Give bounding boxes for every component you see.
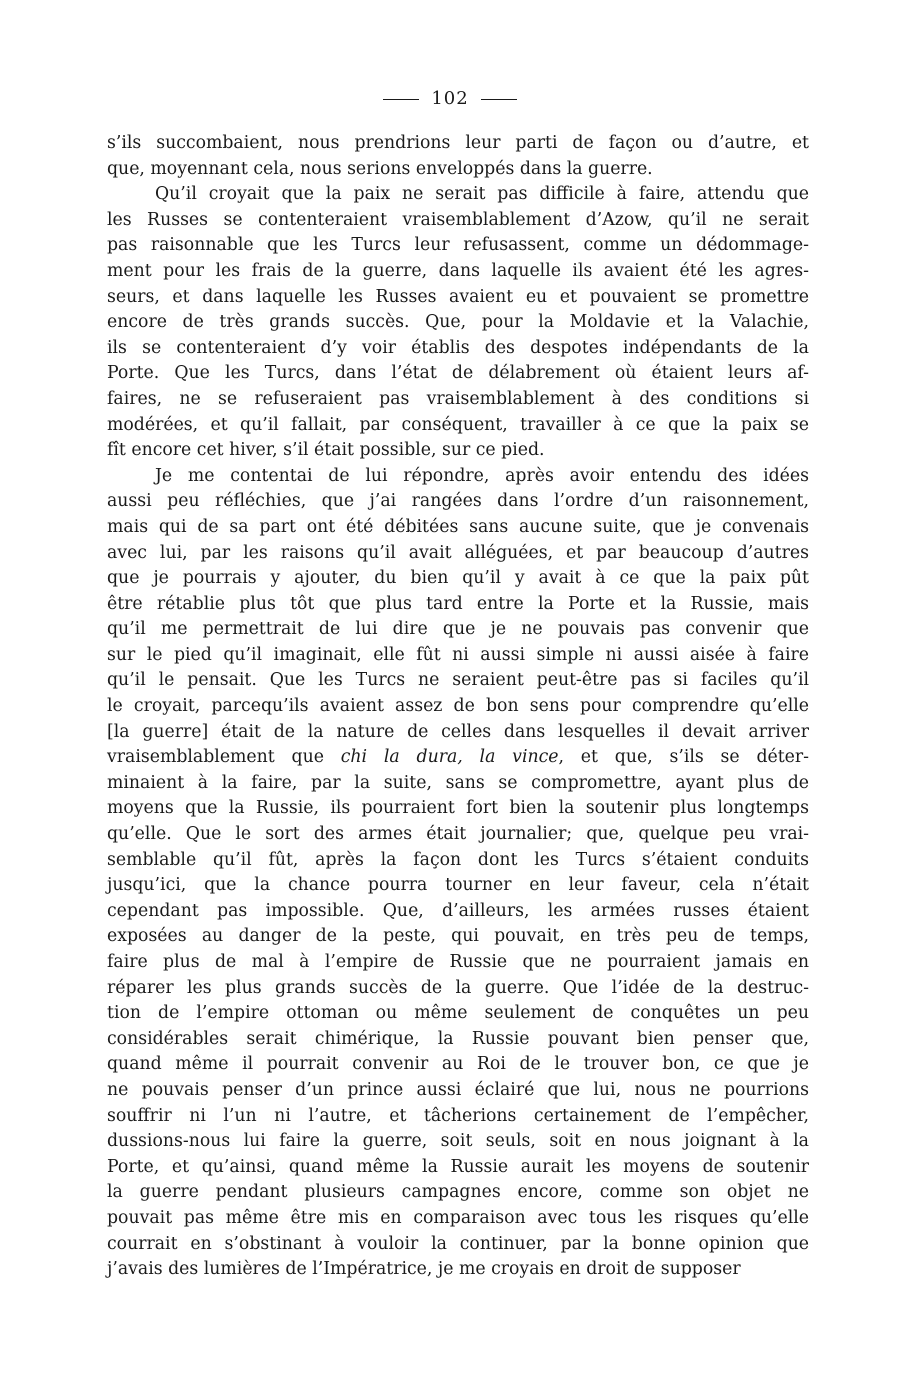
text-line: jusqu’ici, que la chance pourra tourner en leur faveur, cela n’était bbox=[107, 875, 809, 896]
text-line: cependant pas impossible. Que, d’ailleurs, les armées russes étaient bbox=[107, 900, 809, 921]
text-line: faire plus de mal à l’empire de Russie que ne pourraient jamais en bbox=[107, 952, 809, 972]
text-line: le croyait, parcequ’ils avaient assez de bon sens pour comprendre qu’elle bbox=[107, 696, 809, 717]
text-line: dussions-nous lui faire la guerre, soit seuls, soit en nous joignant à la bbox=[107, 1131, 809, 1152]
text-line: souffrir ni l’un ni l’autre, et tâcherions certainement de l’empêcher, bbox=[107, 1105, 809, 1126]
text-line: la guerre pendant plusieurs campagnes encore, comme son objet ne bbox=[107, 1182, 809, 1203]
text-line: que, moyennant cela, nous serions enveloppés dans la guerre. bbox=[107, 158, 653, 179]
text-line: courrait en s’obstinant à vouloir la continuer, par la bonne opinion que bbox=[107, 1233, 809, 1254]
text-line: faires, ne se refuseraient pas vraisemblablement à des conditions si bbox=[107, 388, 809, 409]
text-line: Porte, et qu’ainsi, quand même la Russie aurait les moyens de soutenir bbox=[107, 1156, 809, 1177]
body-text bbox=[107, 131, 809, 1283]
text-line: exposées au danger de la peste, qui pouvait, en très peu de temps, bbox=[107, 926, 809, 947]
text-line: ment pour les frais de la guerre, dans laquelle ils avaient été les agres- bbox=[107, 260, 809, 281]
text-line: moyens que la Russie, ils pourraient fort bien la soutenir plus longtemps bbox=[107, 798, 809, 819]
header-rule-right bbox=[481, 99, 517, 100]
text-line: qu’il me permettrait de lui dire que je ne pouvais pas convenir que bbox=[107, 619, 809, 640]
text-line: ne pouvais penser d’un prince aussi éclairé que lui, nous ne pourrions bbox=[107, 1079, 809, 1100]
text-line: ils se contenteraient d’y voir établis des despotes indépendants de la bbox=[107, 337, 809, 358]
text-line: modérées, et qu’il fallait, par conséquent, travailler à ce que la paix se bbox=[107, 414, 809, 435]
text-line: quand même il pourrait convenir au Roi de le trouver bon, ce que je bbox=[107, 1054, 809, 1075]
text-line: qu’elle. Que le sort des armes était journalier; que, quelque peu vrai- bbox=[107, 824, 809, 845]
text-line: aussi peu réfléchies, que j’ai rangées dans l’ordre d’un raisonnement, bbox=[107, 491, 809, 512]
text-line: pas raisonnable que les Turcs leur refusassent, comme un dédommage- bbox=[107, 235, 809, 256]
text-line: fît encore cet hiver, s’il était possible, sur ce pied. bbox=[107, 440, 545, 461]
text-line: réparer les plus grands succès de la guerre. Que l’idée de la destruc- bbox=[107, 977, 809, 998]
text-line: considérables serait chimérique, la Russie pouvant bien penser que, bbox=[107, 1028, 809, 1049]
text-line: s’ils succombaient, nous prendrions leur parti de façon ou d’autre, et bbox=[107, 133, 809, 153]
text-line: mais qui de sa part ont été débitées sans aucune suite, que je convenais bbox=[107, 516, 809, 537]
text-line: être rétablie plus tôt que plus tard entre la Porte et la Russie, mais bbox=[107, 593, 809, 614]
text-line: tion de l’empire ottoman ou même seulement de conquêtes un peu bbox=[107, 1003, 809, 1024]
page-header bbox=[0, 86, 900, 112]
text-line: [la guerre] était de la nature de celles dans lesquelles il devait arriver bbox=[107, 721, 809, 742]
italic-phrase: chi la dura, la vince bbox=[340, 747, 559, 768]
paragraph bbox=[107, 464, 809, 1283]
text-line: semblable qu’il fût, après la façon dont les Turcs s’étaient conduits bbox=[107, 849, 809, 870]
text-line: les Russes se contenteraient vraisemblablement d’Azow, qu’il ne serait bbox=[107, 209, 809, 230]
text-line: seurs, et dans laquelle les Russes avaient eu et pouvaient se promettre bbox=[107, 286, 809, 307]
text-line: encore de très grands succès. Que, pour la Moldavie et la Valachie, bbox=[107, 312, 809, 333]
text-line: sur le pied qu’il imaginait, elle fût ni aussi simple ni aussi aisée à faire bbox=[107, 644, 809, 665]
text-line: pouvait pas même être mis en comparaison avec tous les risques qu’elle bbox=[107, 1207, 809, 1228]
text-line: Porte. Que les Turcs, dans l’état de délabrement où étaient leurs af- bbox=[107, 363, 809, 384]
page-number: 102 bbox=[431, 88, 469, 109]
text-line: minaient à la faire, par la suite, sans se compromettre, ayant plus de bbox=[107, 772, 809, 793]
paragraph bbox=[107, 182, 809, 464]
text-line: j’avais des lumières de l’Impératrice, je me croyais en droit de supposer bbox=[107, 1259, 741, 1280]
text-line: vraisemblablement que chi la dura, la vince, et que, s’ils se déter- bbox=[107, 747, 810, 768]
paragraph bbox=[107, 131, 809, 182]
text-line: Je me contentai de lui répondre, après avoir entendu des idées bbox=[155, 465, 809, 486]
text-line: que je pourrais y ajouter, du bien qu’il y avait à ce que la paix pût bbox=[107, 568, 809, 589]
header-rule-left bbox=[383, 99, 419, 100]
text-line: avec lui, par les raisons qu’il avait alléguées, et par beaucoup d’autres bbox=[107, 542, 809, 563]
text-line: qu’il le pensait. Que les Turcs ne seraient peut-être pas si faciles qu’il bbox=[107, 670, 809, 691]
text-line: Qu’il croyait que la paix ne serait pas difficile à faire, attendu que bbox=[155, 184, 809, 205]
